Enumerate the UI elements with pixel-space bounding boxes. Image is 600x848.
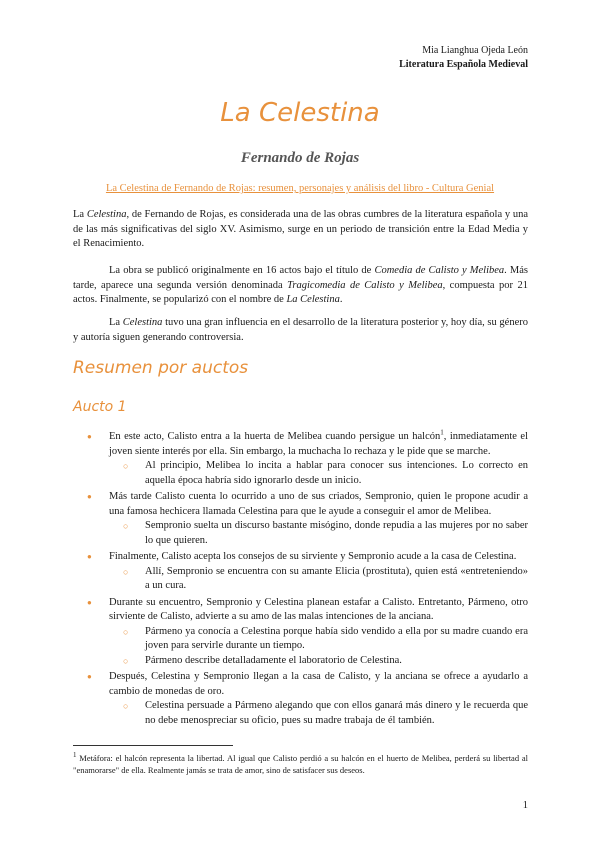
sub-list-item: ○ Allí, Sempronio se encuentra con su amante Elicia (prostituta), quien está «entreteniendo» a un cura. xyxy=(109,565,528,594)
sub-list-item: ○ Celestina persuade a Pármeno alegando que con ellos ganará más dinero y le recuerda que no debe menospreciar su oficio, pues su madre trabaja de él también. xyxy=(109,699,528,728)
summary-list xyxy=(73,430,528,730)
list-item: ● Más tarde Calisto cuenta lo ocurrido a uno de sus criados, Sempronio, quien le propone acudir a una famosa hechicera llamada Celestina para que le ayude a conseguir el amor de Melibea. ○ Sempronio suelta un discurso bastante misógino, donde repudia a las mujeres por no saber lo que quieren. xyxy=(73,490,528,548)
list-item: ● En este acto, Calisto entra a la huerta de Melibea cuando persigue un halcón$^1$, inmediatamente el joven siente interés por ella. Sin embargo, la muchacha lo rechaza y le pide que se marche. ○ Al principio, Melibea lo incita a hablar para conocer sus intenciones. Lo correcto en aquella época habría sido ignorarlo desde un inicio. xyxy=(73,430,528,488)
list-item: ● Después, Celestina y Sempronio llegan a la casa de Calisto, y la anciana se ofrece a ayudarlo a cambio de monedas de oro. ○ Celestina persuade a Pármeno alegando que con ellos ganará más dinero y le recuerda que no debe menospreciar su oficio, pues su madre trabaja de él también. xyxy=(73,670,528,728)
list-item: ● Finalmente, Calisto acepta los consejos de su sirviente y Sempronio acude a la casa de Celestina. ○ Allí, Sempronio se encuentra con su amante Elicia (prostituta), quien está «entreteniendo» a un cura. xyxy=(73,550,528,594)
intro-paragraph-1: La Celestina, de Fernando de Rojas, es considerada una de las obras cumbres de la literatura española y una de las más significativas del siglo XV. Asimismo, surge en un periodo de transición entre la Edad Media y el Renacimiento. xyxy=(73,209,529,249)
footnote-ref[interactable]: 1 xyxy=(440,428,444,437)
list-item: ● Durante su encuentro, Sempronio y Celestina planean estafar a Calisto. Entretanto, Pármeno, otro sirviente de Calisto, advierte a su amo de las malas intenciones de la anciana. ○ Pármeno ya conocía a Celestina porque había sido vendido a ella por su madre cuando era joven para servirle durante un tiempo. ○ Pármeno describe detalladamente el laboratorio de Celestina. xyxy=(73,596,528,669)
footnote-mark: 1 xyxy=(73,751,77,760)
subsection-heading: Aucto 1 xyxy=(73,399,127,415)
page-header xyxy=(399,44,528,72)
page-number: 1 xyxy=(522,800,528,811)
intro-paragraph-3: La Celestina tuvo una gran influencia en el desarrollo de la literatura posterior y, hoy día, su género y autoría siguen generando controversia. xyxy=(73,317,528,343)
footnote-divider xyxy=(73,745,233,746)
sub-list-item: ○ Pármeno ya conocía a Celestina porque había sido vendido a ella por su madre cuando era joven para servirle durante un tiempo. xyxy=(109,625,528,654)
header-course: Literatura Española Medieval xyxy=(399,59,528,70)
sub-list-item: ○ Al principio, Melibea lo incita a hablar para conocer sus intenciones. Lo correcto en aquella época habría sido ignorarlo desde un inicio. xyxy=(109,459,528,488)
header-author: Mia Lianghua Ojeda León xyxy=(422,45,528,56)
section-heading: Resumen por auctos xyxy=(73,358,249,378)
sub-list-item: ○ Pármeno describe detalladamente el laboratorio de Celestina. xyxy=(109,654,528,669)
source-link[interactable]: La Celestina de Fernando de Rojas: resumen, personajes y análisis del libro - Cultura Genial xyxy=(105,183,495,194)
footnote: $^1$ Metáfora: el halcón representa la libertad. Al igual que Calisto perdió a su halcón en el huerto de Melibea, perderá su libertad al "enamorarse" de ella. Realmente jamás se trata de amor, sino de satisfacer sus deseos. xyxy=(73,751,528,775)
sub-list-item: ○ Sempronio suelta un discurso bastante misógino, donde repudia a las mujeres por no saber lo que quieren. xyxy=(109,519,528,548)
document-author: Fernando de Rojas xyxy=(240,150,360,166)
intro-paragraph-2: La obra se publicó originalmente en 16 actos bajo el título de Comedia de Calisto y Melibea. Más tarde, aparece una segunda versión denominada Tragicomedia de Calisto y Melibea, compuesta por 21 actos. Finalmente, se popularizó con el nombre de La Celestina. xyxy=(73,265,528,305)
document-title: La Celestina xyxy=(220,98,380,128)
